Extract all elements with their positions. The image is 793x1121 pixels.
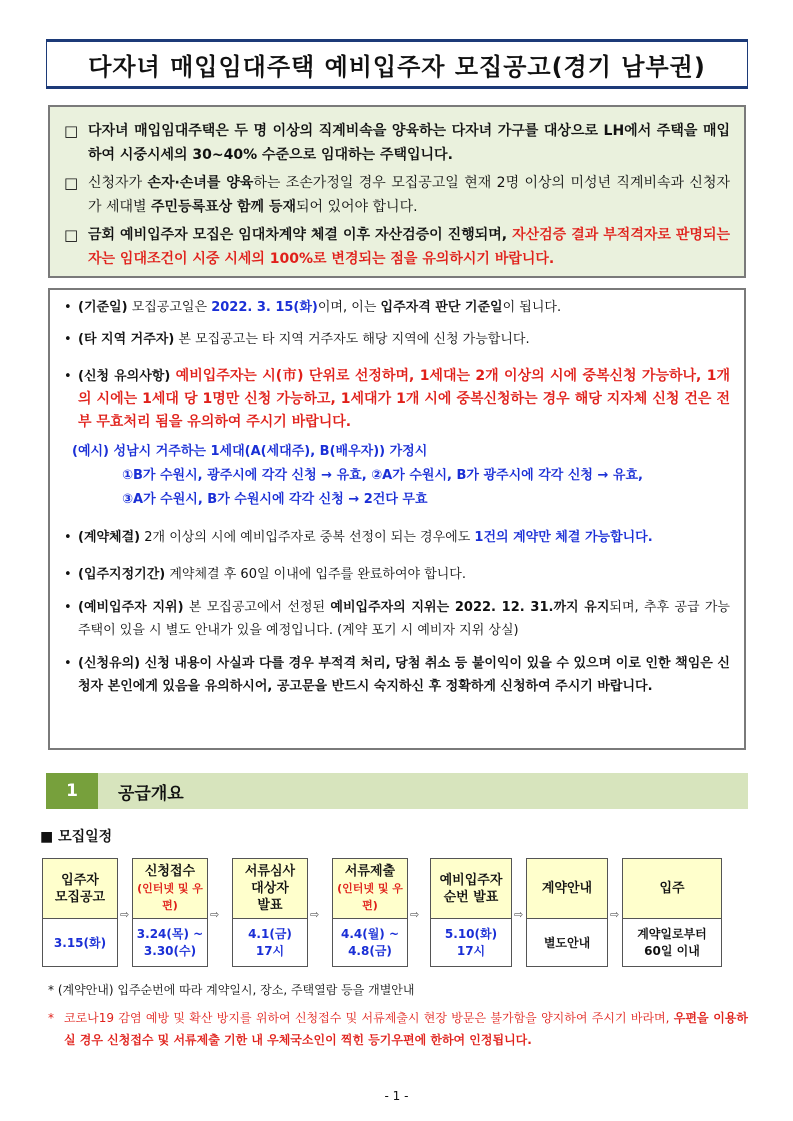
step-date: 4.1(금) 17시: [248, 927, 292, 958]
notice-item: • (기준일) 모집공고일은 2022. 3. 15(화)이며, 이는 입주자격 판단 기준일이 됩니다.: [64, 296, 730, 319]
arrow-right-icon: ⇨: [410, 908, 420, 921]
step-date: 3.15(화): [53, 935, 107, 950]
step-date: 4.4(월) ~ 4.8(금): [340, 927, 400, 958]
arrow-right-icon: ⇨: [610, 908, 620, 921]
schedule-step: [42, 858, 118, 967]
summary-item: [64, 223, 730, 271]
example-block: [64, 440, 730, 512]
checkbox-icon: □: [64, 226, 79, 244]
page-title: 다자녀 매입임대주택 예비입주자 모집공고(경기 남부권): [46, 39, 748, 89]
schedule-step: [622, 858, 722, 967]
section-header: [46, 773, 748, 809]
step-title: 신청접수 (인터넷 및 우편): [133, 859, 207, 919]
page-number: - 1 -: [384, 1089, 409, 1103]
notice-box: [48, 288, 746, 750]
step-title: 서류심사 대상자 발표: [233, 859, 307, 919]
notice-item: • (신청유의) 신청 내용이 사실과 다를 경우 부적격 처리, 당첨 취소 등 불이익이 있을 수 있으며 이로 인한 책임은 신청자 본인에게 있음을 유의하시어, 공고문을 반드시 숙지하신 후 정확하게 신청하여 주시기 바랍니다.: [64, 652, 730, 698]
footnote: * (계약안내) 입주순번에 따라 계약일시, 장소, 주택열람 등을 개별안내: [48, 983, 415, 997]
bullet-icon: •: [64, 530, 72, 545]
step-date: 5.10(화) 17시: [444, 927, 498, 958]
schedule-step: [232, 858, 308, 967]
schedule-step: [332, 858, 408, 967]
checkbox-icon: □: [64, 174, 79, 192]
bullet-icon: •: [64, 600, 72, 615]
step-title: 입주: [623, 859, 721, 919]
step-title: 예비입주자 순번 발표: [431, 859, 511, 919]
bullet-icon: •: [64, 300, 72, 315]
notice-item: • (타 지역 거주자) 본 모집공고는 타 지역 거주자도 해당 지역에 신청 가능합니다.: [64, 328, 730, 351]
step-date: 계약일로부터 60일 이내: [637, 927, 707, 958]
arrow-right-icon: ⇨: [120, 908, 130, 921]
section-title: 공급개요: [118, 783, 184, 804]
bullet-icon: •: [64, 656, 72, 671]
schedule-step: [430, 858, 512, 967]
step-title: 서류제출 (인터넷 및 우편): [333, 859, 407, 919]
schedule-heading: ■ 모집일정: [40, 829, 113, 845]
arrow-right-icon: ⇨: [310, 908, 320, 921]
summary-text: 금회 예비입주자 모집은 임대차계약 체결 이후 자산검증이 진행되며, 자산검증 결과 부적격자로 판명되는 자는 임대조건이 시중 시세의 100%로 변경되는 점을 유의하시기 바랍니다.: [88, 227, 731, 267]
checkbox-icon: □: [64, 122, 79, 140]
summary-item: [64, 171, 730, 219]
footnote-warning: * 코로나19 감염 예방 및 확산 방지를 위하여 신청접수 및 서류제출시 현장 방문은 불가함을 양지하여 주시기 바라며, 우편을 이용하실 경우 신청접수 및 서류제출 기한 내 우체국소인이 찍힌 등기우편에 한하여 인정됩니다.: [48, 1011, 748, 1047]
notice-item: • (입주지정기간) 계약체결 후 60일 이내에 입주를 완료하여야 합니다.: [64, 563, 730, 586]
notice-item: • (예비입주자 지위) 본 모집공고에서 선정된 예비입주자의 지위는 2022. 12. 31.까지 유지되며, 추후 공급 가능 주택이 있을 시 별도 안내가 있을 예정입니다. (계약 포기 시 예비자 지위 상실): [64, 596, 730, 642]
step-title: 입주자 모집공고: [43, 859, 117, 919]
summary-text: 신청자가 손자·손녀를 양육하는 조손가정일 경우 모집공고일 현재 2명 이상의 미성년 직계비속과 신청자가 세대별 주민등록표상 함께 등재되어 있어야 합니다.: [88, 175, 731, 215]
arrow-right-icon: ⇨: [210, 908, 220, 921]
summary-item: [64, 119, 730, 167]
step-title: 계약안내: [527, 859, 607, 919]
bullet-icon: •: [64, 369, 72, 384]
schedule-step: [132, 858, 208, 967]
schedule-flow: [42, 858, 752, 968]
example-line: ③A가 수원시, B가 수원시에 각각 신청 → 2건다 무효: [122, 492, 428, 507]
notice-item: • (신청 유의사항) 예비입주자는 시(市) 단위로 선정하며, 1세대는 2개 이상의 시에 중복신청 가능하나, 1개의 시에는 1세대 당 1명만 신청 가능하고, 1세대가 1개 시에 중복신청하는 경우 해당 지자체 신청 건은 전부 무효처리 됨을 유의하여 주시기 바랍니다.: [64, 365, 730, 434]
summary-text: 다자녀 매입임대주택은 두 명 이상의 직계비속을 양육하는 다자녀 가구를 대상으로 LH에서 주택을 매입하여 시중시세의 30~40% 수준으로 임대하는 주택입니다.: [88, 123, 730, 163]
example-line: ①B가 수원시, 광주시에 각각 신청 → 유효, ②A가 수원시, B가 광주시에 각각 신청 → 유효,: [122, 468, 643, 483]
bullet-icon: •: [64, 332, 72, 347]
section-number: 1: [46, 773, 98, 809]
step-date: 별도안내: [543, 935, 591, 950]
schedule-step: [526, 858, 608, 967]
summary-box: [48, 105, 746, 278]
example-title: (예시) 성남시 거주하는 1세대(A(세대주), B(배우자)) 가정시: [72, 444, 428, 459]
arrow-right-icon: ⇨: [514, 908, 524, 921]
bullet-icon: •: [64, 567, 72, 582]
step-date: 3.24(목) ~ 3.30(수): [136, 927, 204, 958]
notice-item: • (계약체결) 2개 이상의 시에 예비입주자로 중복 선정이 되는 경우에도 1건의 계약만 체결 가능합니다.: [64, 526, 730, 549]
